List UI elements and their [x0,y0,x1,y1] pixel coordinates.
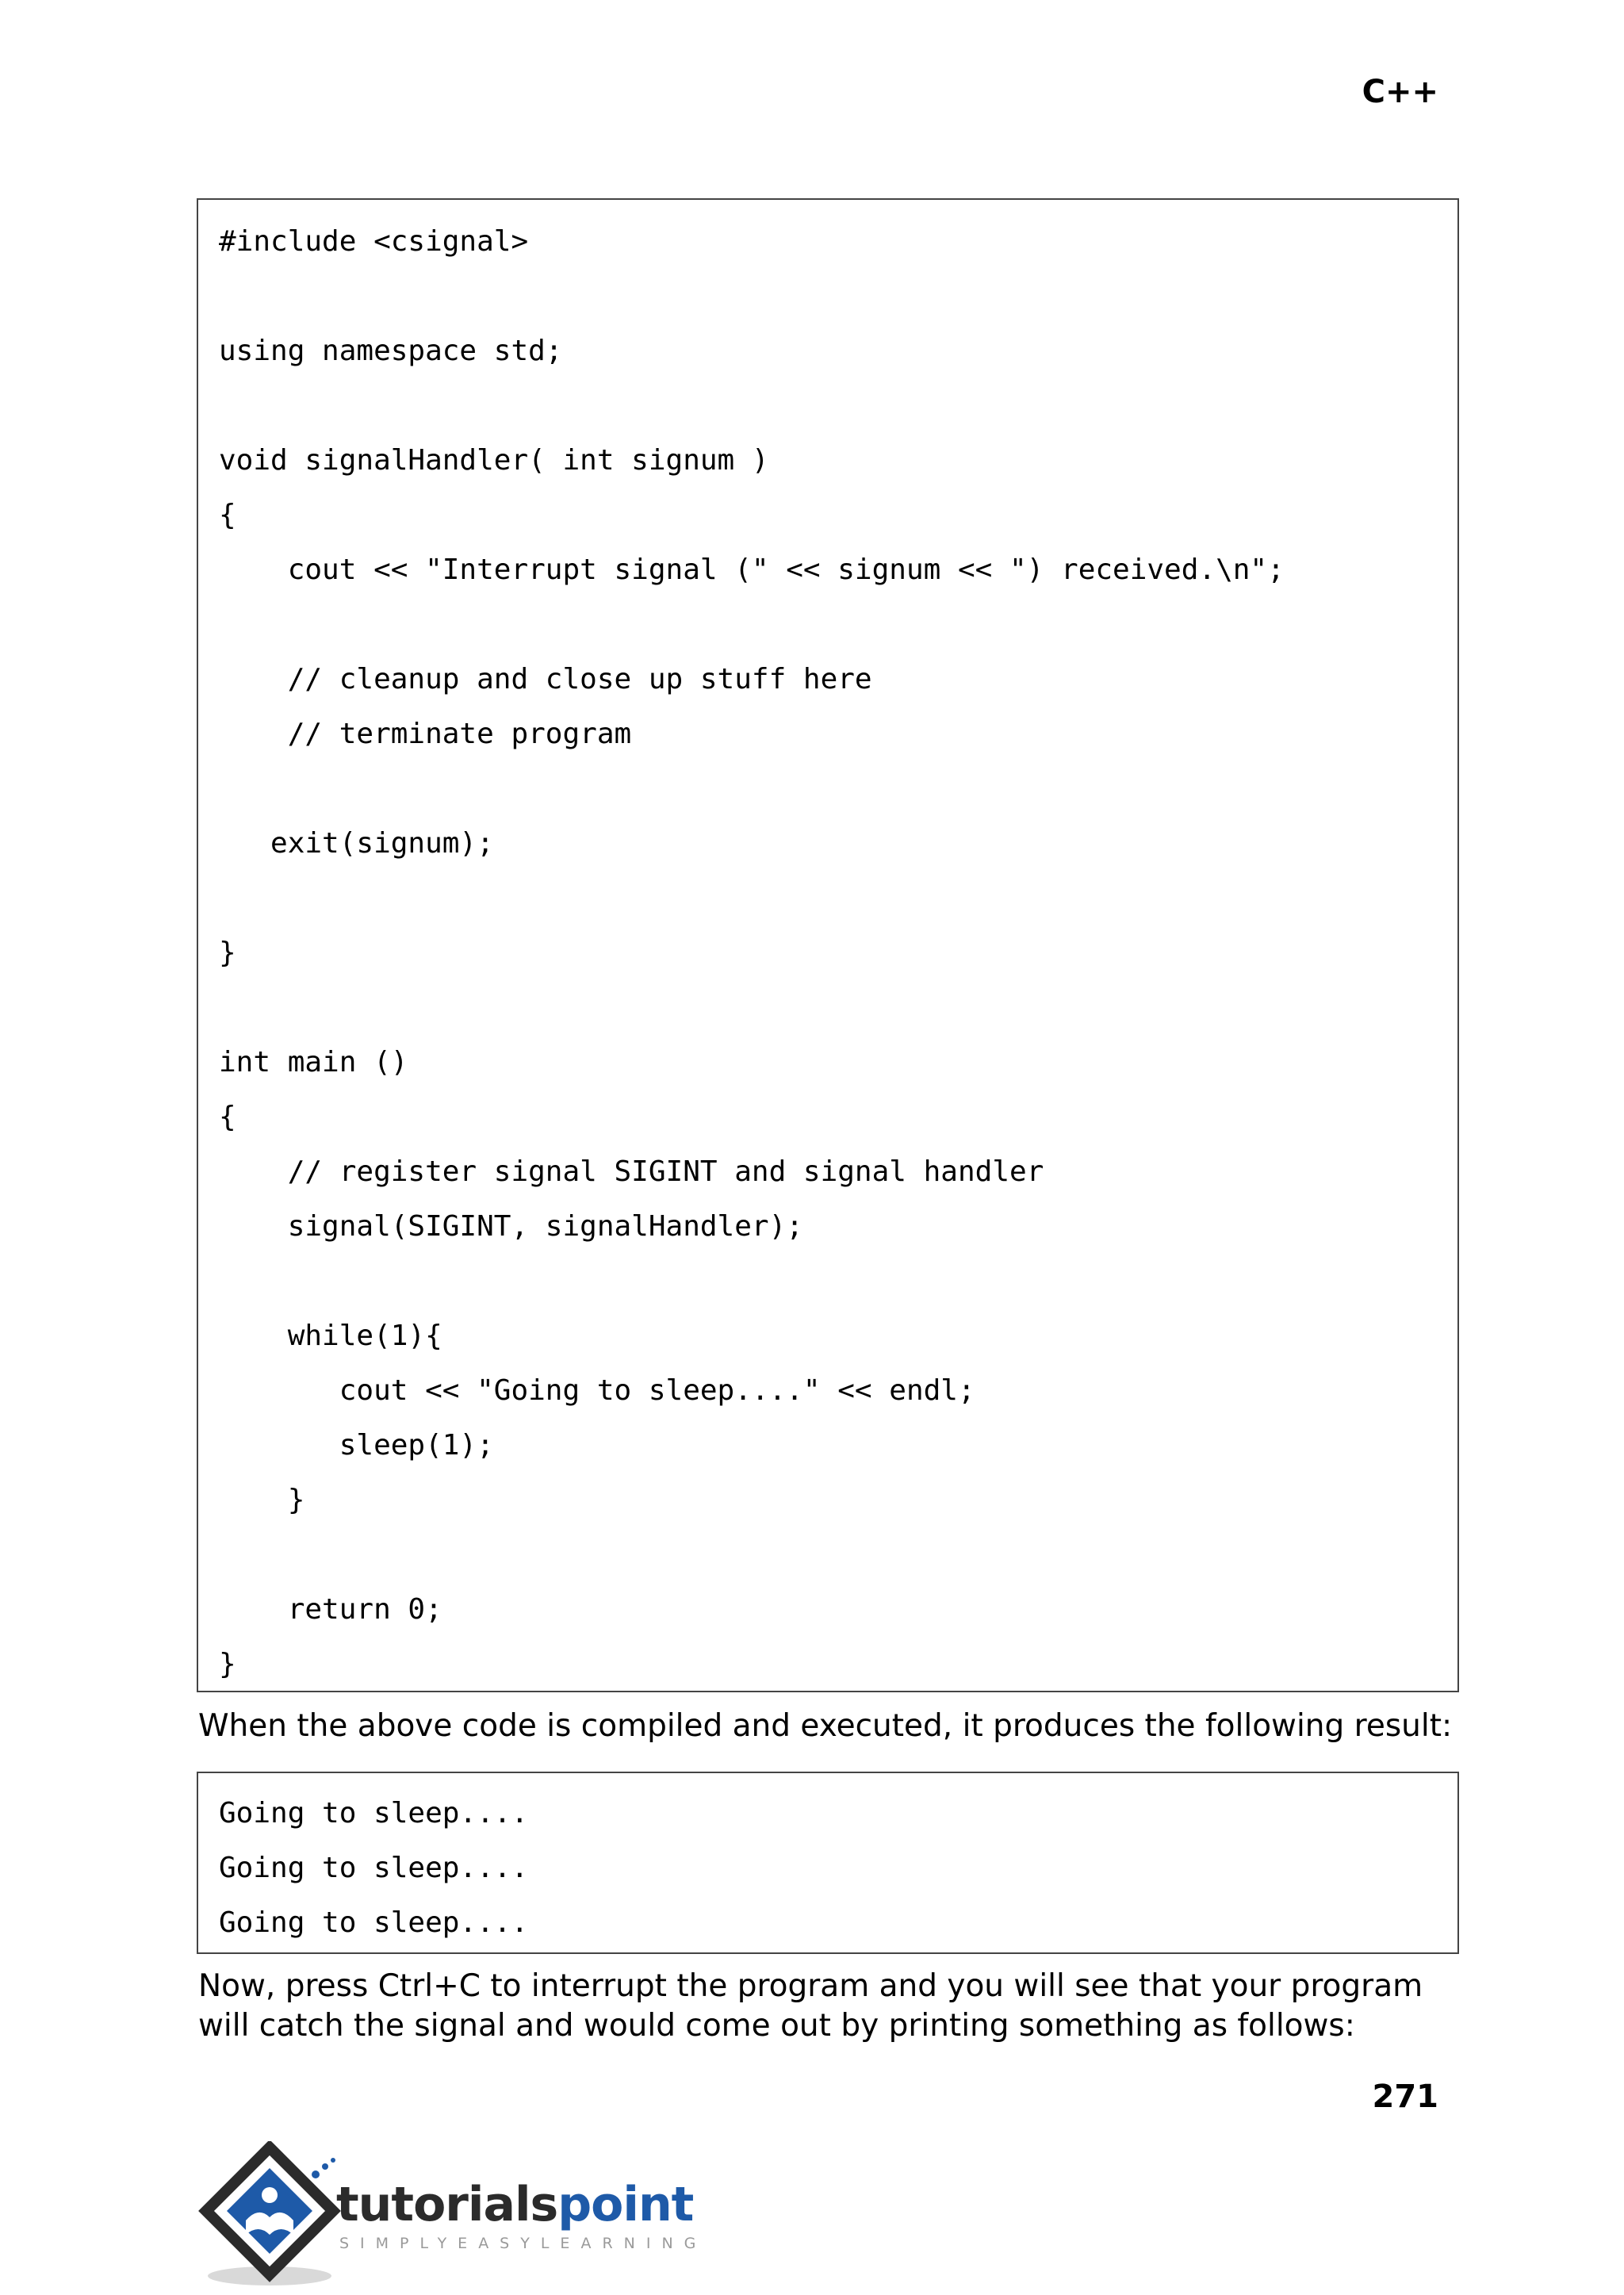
code-line: int main () [219,1046,408,1079]
code-line: cout << "Interrupt signal (" << signum << ") received.\n"; [219,554,1285,586]
code-line: cout << "Going to sleep...." << endl; [219,1374,975,1407]
code-line: exit(signum); [219,827,494,860]
code-line: // cleanup and close up stuff here [219,663,872,695]
code-line [198,1254,1457,1308]
code-line: sleep(1); [219,1429,494,1462]
tutorialspoint-logo [197,2141,707,2292]
code-line: signal(SIGINT, signalHandler); [219,1210,803,1243]
code-line [198,597,1457,652]
logo-wordmark-part1: tutorials [336,2177,558,2232]
code-block [197,198,1459,1692]
code-line: { [219,1101,236,1133]
code-line [198,1527,1457,1582]
output-line: Going to sleep.... [219,1906,529,1939]
code-line: } [219,1648,236,1680]
output-line: Going to sleep.... [219,1797,529,1829]
code-line: // register signal SIGINT and signal handler [219,1155,1044,1188]
code-line [198,761,1457,816]
code-line: while(1){ [219,1320,442,1352]
output-block [197,1772,1459,1954]
code-line [198,269,1457,324]
code-line: return 0; [219,1593,442,1626]
code-line: using namespace std; [219,335,563,367]
logo-wordmark-part2: point [557,2177,694,2232]
ctrl-c-paragraph: Now, press Ctrl+C to interrupt the program and you will see that your program will catch the signal and would come out by printing something as follows: [198,1968,1423,2044]
logo-emblem-icon [197,2141,355,2292]
code-line [198,980,1457,1035]
logo-tagline: SIMPLYEASYLEARNING [339,2235,707,2252]
code-line [198,378,1457,433]
output-line: Going to sleep.... [219,1852,529,1884]
code-line: } [219,937,236,969]
code-line: { [219,499,236,531]
code-line: void signalHandler( int signum ) [219,444,769,477]
page-header-title: C++ [1362,74,1438,110]
page-number: 271 [1372,2079,1438,2115]
code-line [198,871,1457,925]
result-intro-paragraph: When the above code is compiled and executed, it produces the following result: [198,1708,1453,1744]
code-line: } [219,1484,305,1516]
code-line: #include <csignal> [219,225,529,258]
code-line: // terminate program [219,718,632,750]
logo-wordmark [336,2177,694,2232]
